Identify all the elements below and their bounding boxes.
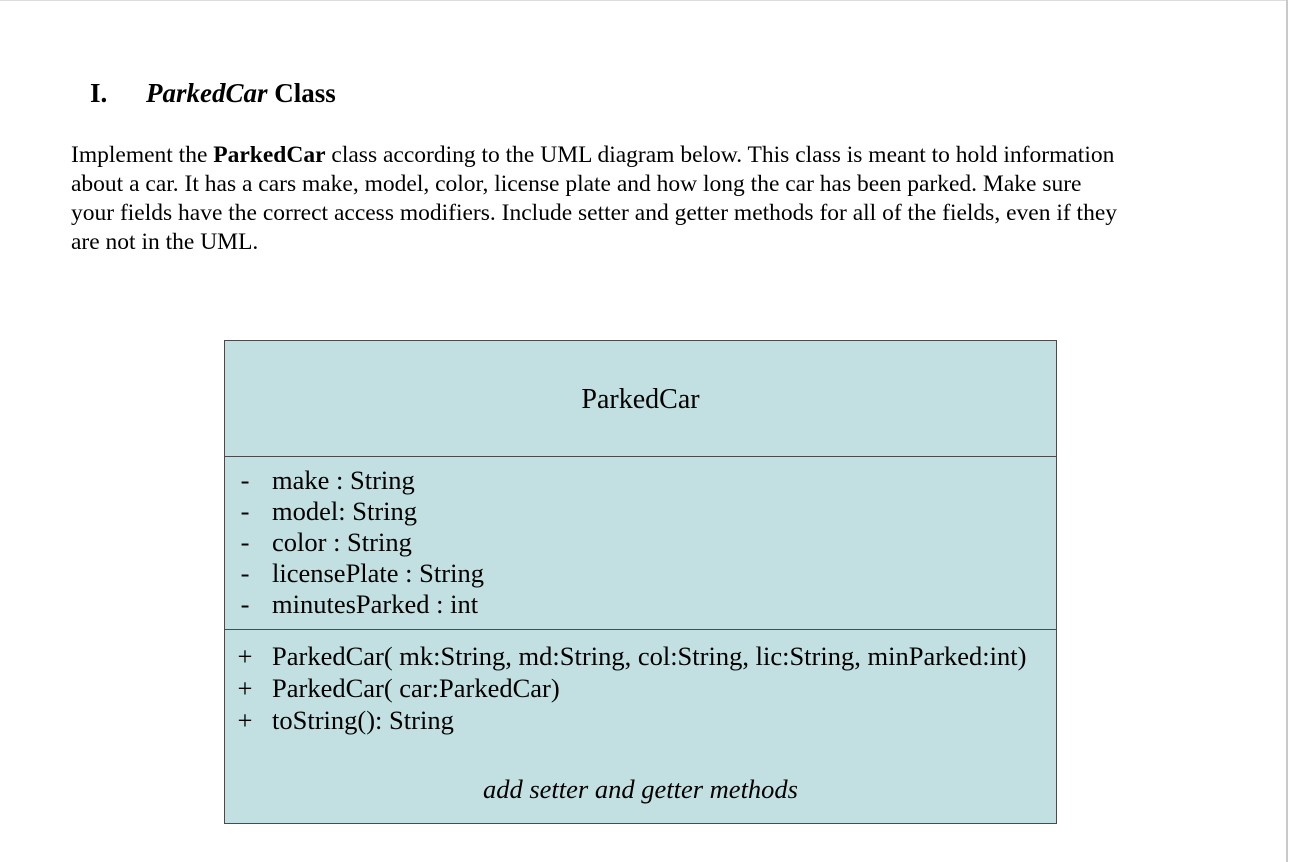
instructions-line-3: your fields have the correct access modifiers. Include setter and getter methods for all of the fields, even if they — [71, 200, 1118, 226]
uml-method-row — [225, 640, 1056, 672]
method-visibility-public: + — [237, 705, 253, 735]
page-right-edge — [1286, 0, 1288, 862]
uml-field-row — [225, 465, 1056, 496]
method-visibility-public: + — [237, 641, 253, 671]
field-visibility-private: - — [240, 527, 250, 557]
uml-methods-compartment — [225, 630, 1056, 823]
section-class-name: ParkedCar — [146, 78, 268, 108]
method-constructor-full: ParkedCar( mk:String, md:String, col:String, lic:String, minParked:int) — [272, 641, 1027, 671]
method-visibility-public: + — [237, 673, 253, 703]
field-visibility-private: - — [240, 558, 250, 588]
uml-note: add setter and getter methods — [482, 774, 798, 804]
field-visibility-private: - — [240, 589, 250, 619]
uml-fields-compartment — [225, 457, 1056, 630]
section-suffix: Class — [274, 78, 336, 108]
uml-class-name-compartment — [225, 341, 1056, 457]
field-make: make : String — [272, 465, 415, 495]
instructions-line-1 — [71, 141, 1211, 170]
instructions-paragraph — [71, 141, 1211, 257]
field-model: model: String — [272, 496, 418, 526]
uml-method-row — [225, 704, 1056, 736]
uml-field-row — [225, 558, 1056, 589]
instructions-line-2: about a car. It has a cars make, model, color, license plate and how long the car has been parked. Make sure — [71, 171, 1082, 197]
instructions-line-4: are not in the UML. — [71, 229, 259, 255]
instructions-line-1-start: Implement the — [71, 142, 214, 168]
uml-field-row — [225, 496, 1056, 527]
uml-class-name: ParkedCar — [581, 384, 700, 415]
section-number: I. — [90, 78, 108, 108]
uml-method-row — [225, 672, 1056, 704]
instructions-line-1-end: class according to the UML diagram below. This class is meant to hold information — [325, 142, 1115, 168]
page-top-edge — [0, 0, 1288, 1]
method-constructor-copy: ParkedCar( car:ParkedCar) — [272, 673, 560, 703]
uml-field-row — [225, 589, 1056, 620]
uml-field-row — [225, 527, 1056, 558]
method-to-string: toString(): String — [272, 705, 454, 735]
field-minutes-parked: minutesParked : int — [272, 589, 479, 619]
instructions-class-name: ParkedCar — [213, 142, 326, 168]
field-visibility-private: - — [240, 496, 250, 526]
field-license-plate: licensePlate : String — [272, 558, 484, 588]
field-visibility-private: - — [240, 465, 250, 495]
section-heading — [90, 78, 336, 109]
uml-class-diagram — [224, 340, 1057, 824]
field-color: color : String — [272, 527, 412, 557]
